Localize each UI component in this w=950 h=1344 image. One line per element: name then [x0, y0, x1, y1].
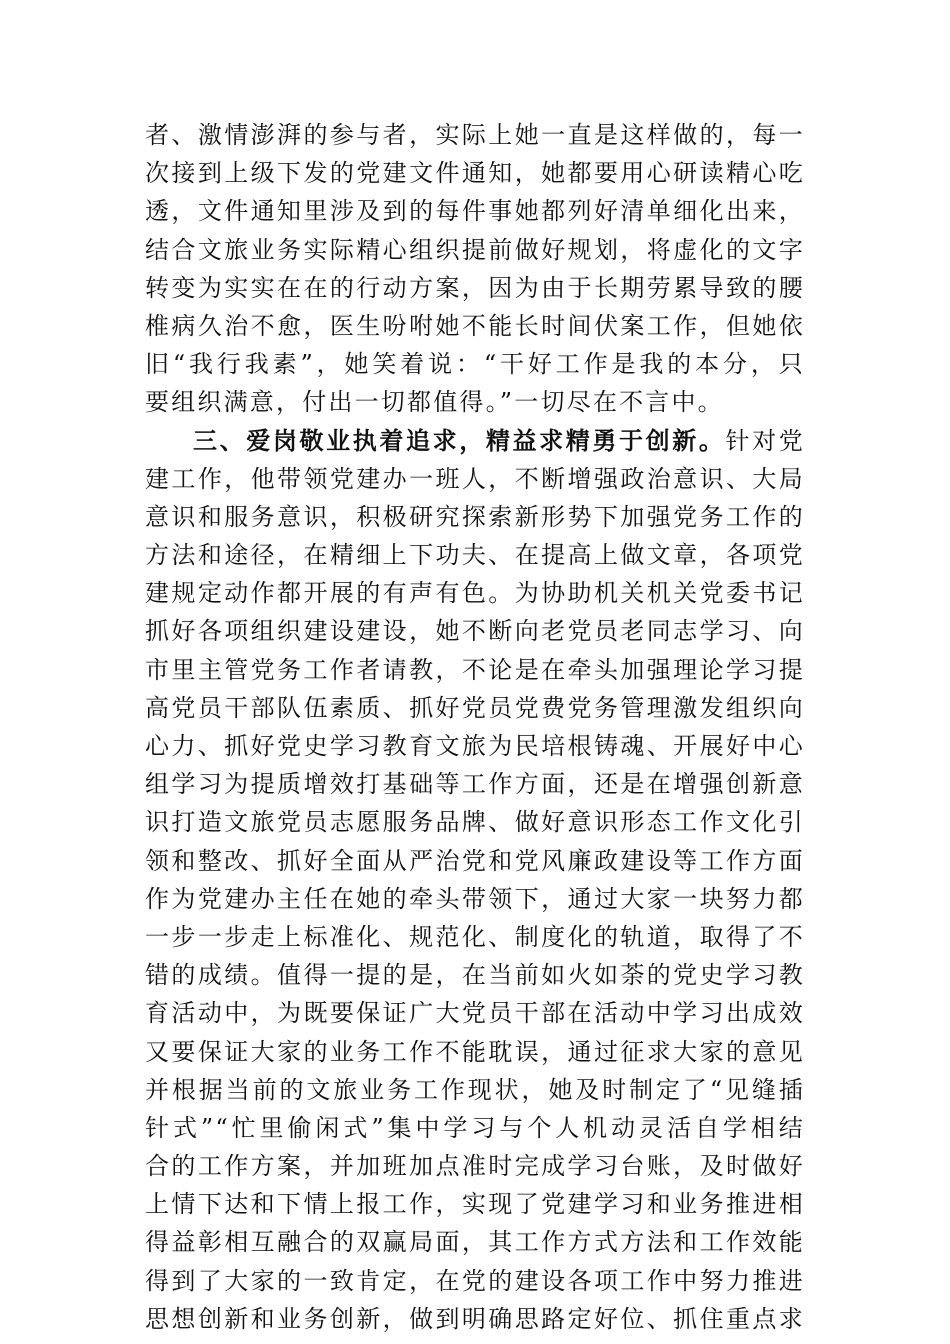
text-line: 建工作，他带领党建办一班人，不断增强政治意识、大局: [145, 464, 805, 493]
text-line: 上情下达和下情上报工作，实现了党建学习和业务推进相: [145, 1190, 805, 1219]
section-heading-continuation: 针对党: [725, 426, 806, 455]
text-line: 方法和途径，在精细上下功夫、在提高上做文章，各项党: [145, 541, 805, 570]
text-line: 思想创新和业务创新，做到明确思路定好位、抓住重点求: [145, 1304, 805, 1333]
text-line: 转变为实实在在的行动方案，因为由于长期劳累导致的腰: [145, 273, 805, 302]
text-line: 市里主管党务工作者请教，不论是在牵头加强理论学习提: [145, 655, 805, 684]
text-line: 得益彰相互融合的双赢局面，其工作方式方法和工作效能: [145, 1228, 805, 1257]
text-line: 者、激情澎湃的参与者，实际上她一直是这样做的，每一: [145, 121, 805, 149]
text-line: 又要保证大家的业务工作不能耽误，通过征求大家的意见: [145, 1037, 805, 1066]
text-line: 透，文件通知里涉及到的每件事她都列好清单细化出来，: [145, 197, 805, 226]
text-line: 椎病久治不愈，医生吩咐她不能长时间伏案工作，但她依: [145, 311, 805, 340]
text-line: 心力、抓好党史学习教育文旅为民培根铸魂、开展好中心: [145, 732, 805, 760]
text-line: 领和整改、抓好全面从严治党和党风廉政建设等工作方面: [145, 846, 805, 875]
text-line: 建规定动作都开展的有声有色。为协助机关机关党委书记: [145, 579, 805, 608]
text-line: 抓好各项组织建设建设，她不断向老党员老同志学习、向: [145, 617, 805, 646]
text-line: 意识和服务意识，积极研究探索新形势下加强党务工作的: [145, 502, 805, 531]
text-line: 一步一步走上标准化、规范化、制度化的轨道，取得了不: [145, 922, 805, 951]
text-line: 次接到上级下发的党建文件通知，她都要用心研读精心吃: [145, 159, 805, 188]
text-line: 针式”“忙里偷闲式”集中学习与个人机动灵活自学相结: [145, 1113, 805, 1142]
section-heading: 三、爱岗敬业执着追求，精益求精勇于创新。: [193, 425, 726, 455]
section-heading-line: [145, 422, 805, 460]
text-line: 高党员干部队伍素质、抓好党员党费党务管理激发组织向: [145, 693, 805, 722]
text-line: 结合文旅业务实际精心组织提前做好规划，将虚化的文字: [145, 235, 805, 264]
text-line: 得到了大家的一致肯定，在党的建设各项工作中努力推进: [145, 1266, 805, 1295]
text-line: 组学习为提质增效打基础等工作方面，还是在增强创新意: [145, 770, 805, 799]
text-line: 并根据当前的文旅业务工作现状，她及时制定了“见缝插: [145, 1075, 805, 1104]
text-line: 要组织满意，付出一切都值得。”一切尽在不言中。: [145, 388, 724, 417]
text-line: 作为党建办主任在她的牵头带领下，通过大家一块努力都: [145, 884, 805, 913]
text-line: 育活动中，为既要保证广大党员干部在活动中学习出成效: [145, 999, 805, 1028]
text-line: 旧“我行我素”，她笑着说：“干好工作是我的本分，只: [145, 350, 805, 379]
text-line: 合的工作方案，并加班加点准时完成学习台账，及时做好: [145, 1152, 805, 1181]
text-line: 错的成绩。值得一提的是，在当前如火如荼的党史学习教: [145, 961, 805, 990]
text-line: 识打造文旅党员志愿服务品牌、做好意识形态工作文化引: [145, 808, 805, 837]
body-text: [145, 116, 805, 1338]
